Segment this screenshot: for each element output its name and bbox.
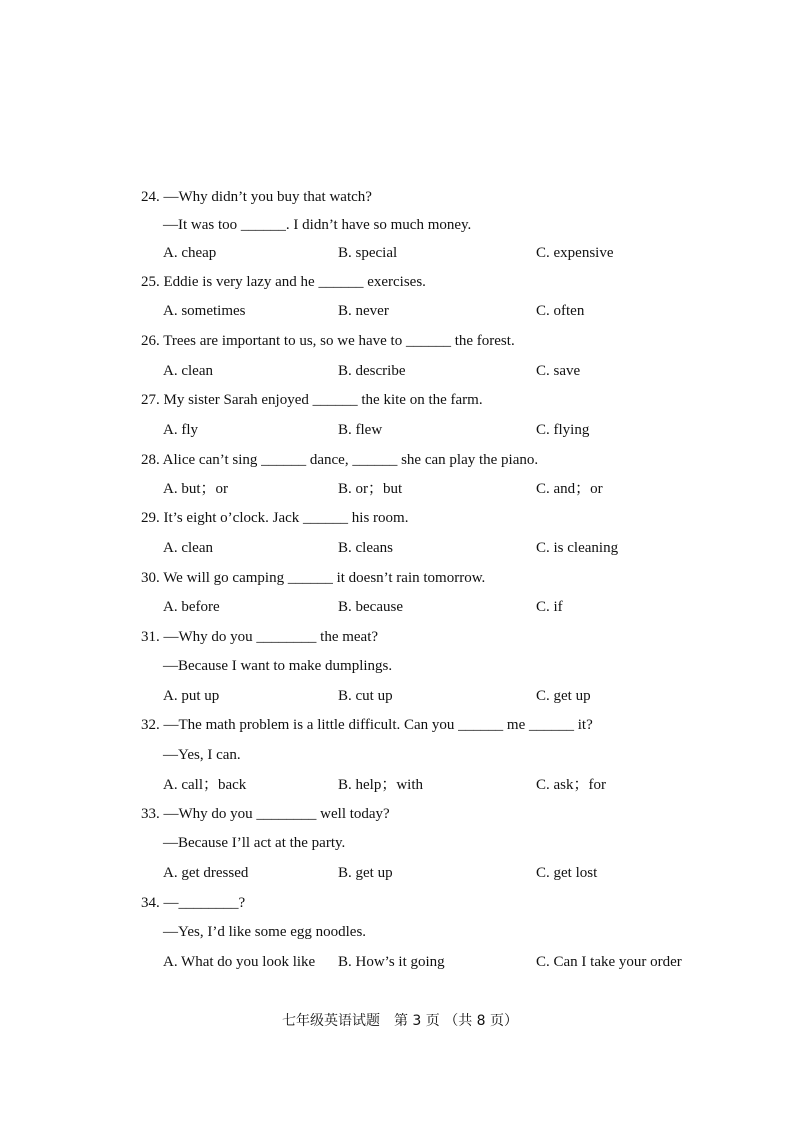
question-25-stem: 25. Eddie is very lazy and he ______ exercises.: [141, 274, 426, 290]
question-31-option-c: C. get up: [536, 688, 591, 704]
question-33-option-c: C. get lost: [536, 865, 598, 881]
question-31-stem: 31. —Why do you ________ the meat?: [141, 629, 379, 645]
question-25-option-c: C. often: [536, 303, 585, 319]
question-32-response: —Yes, I can.: [163, 747, 241, 763]
question-32-option-c: C. ask；for: [536, 777, 606, 793]
question-29-stem: 29. It’s eight o’clock. Jack ______ his room.: [141, 510, 409, 526]
question-24-response: —It was too ______. I didn’t have so much money.: [163, 217, 472, 233]
question-32-stem: 32. —The math problem is a little difficult. Can you ______ me ______ it?: [141, 717, 593, 733]
question-28-option-b: B. or；but: [338, 481, 403, 497]
question-24-stem: 24. —Why didn’t you buy that watch?: [141, 189, 372, 205]
question-33-response: —Because I’ll act at the party.: [163, 835, 346, 851]
question-24-option-c: C. expensive: [536, 245, 614, 261]
question-29-option-c: C. is cleaning: [536, 540, 619, 556]
question-29-option-a: A. clean: [163, 540, 213, 556]
question-30-option-a: A. before: [163, 599, 220, 615]
question-25-option-a: A. sometimes: [163, 303, 246, 319]
question-34-option-a: A. What do you look like: [163, 954, 316, 970]
question-28-stem: 28. Alice can’t sing ______ dance, ______ she can play the piano.: [141, 452, 539, 468]
question-28-option-a: A. but；or: [163, 481, 228, 497]
question-33-option-b: B. get up: [338, 865, 393, 881]
question-32-option-b: B. help；with: [338, 777, 423, 793]
question-24-option-b: B. special: [338, 245, 398, 261]
question-34-response: —Yes, I’d like some egg noodles.: [163, 924, 367, 940]
question-34-option-b: B. How’s it going: [338, 954, 445, 970]
page-footer: 七年级英语试题 第 3 页 （共 8 页）: [281, 1013, 519, 1029]
question-34-stem: 34. —________?: [141, 895, 246, 911]
question-27-option-a: A. fly: [163, 422, 198, 438]
question-32-option-a: A. call；back: [163, 777, 247, 793]
question-28-option-c: C. and；or: [536, 481, 603, 497]
question-27-option-c: C. flying: [536, 422, 590, 438]
question-31-response: —Because I want to make dumplings.: [163, 658, 393, 674]
question-33-stem: 33. —Why do you ________ well today?: [141, 806, 390, 822]
question-29-option-b: B. cleans: [338, 540, 393, 556]
question-27-stem: 27. My sister Sarah enjoyed ______ the kite on the farm.: [141, 392, 483, 408]
question-34-option-c: C. Can I take your order: [536, 954, 682, 970]
question-27-option-b: B. flew: [338, 422, 383, 438]
question-31-option-b: B. cut up: [338, 688, 393, 704]
question-24-option-a: A. cheap: [163, 245, 217, 261]
question-26-option-b: B. describe: [338, 363, 406, 379]
question-26-option-c: C. save: [536, 363, 581, 379]
question-31-option-a: A. put up: [163, 688, 220, 704]
question-26-stem: 26. Trees are important to us, so we have to ______ the forest.: [141, 333, 515, 349]
question-25-option-b: B. never: [338, 303, 389, 319]
question-30-option-b: B. because: [338, 599, 403, 615]
question-26-option-a: A. clean: [163, 363, 213, 379]
question-33-option-a: A. get dressed: [163, 865, 249, 881]
question-30-stem: 30. We will go camping ______ it doesn’t rain tomorrow.: [141, 570, 486, 586]
question-30-option-c: C. if: [536, 599, 563, 615]
